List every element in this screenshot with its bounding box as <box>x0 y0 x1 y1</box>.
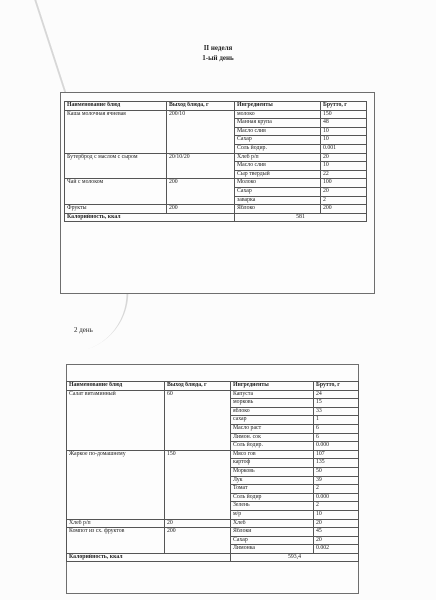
ingredient-gross: 24 <box>314 390 359 399</box>
table-row <box>67 390 359 399</box>
ingredient-gross: 100 <box>321 179 367 188</box>
ingredient-gross: 1 <box>314 416 359 425</box>
ingredient-name: Манная крупа <box>235 119 321 128</box>
dish-output: 200/10 <box>167 110 235 153</box>
ingredient-gross: 150 <box>321 110 367 119</box>
ingredient-gross: 107 <box>314 450 359 459</box>
dish-output: 60 <box>165 390 231 450</box>
ingredient-gross: 2 <box>321 196 367 205</box>
ingredient-gross: 2 <box>314 485 359 494</box>
dish-name: Салат витаминный <box>67 390 165 450</box>
ingredient-name: Масло раст <box>231 424 314 433</box>
ingredient-name: Капуста <box>231 390 314 399</box>
ingredient-gross: 39 <box>314 476 359 485</box>
calories-row <box>67 553 359 562</box>
ingredient-gross: 0.000 <box>314 442 359 451</box>
calories-row <box>65 213 367 222</box>
day2-label: 2 день <box>74 326 93 334</box>
ingredient-name: Лимон. сок <box>231 433 314 442</box>
dish-output: 20/10/20 <box>167 153 235 179</box>
ingredient-name: Хлеб <box>231 519 314 528</box>
ingredient-name: Масло слив <box>235 162 321 171</box>
header-row <box>65 102 367 111</box>
gross-header: Брутто, г <box>314 382 359 391</box>
ingredient-name: Мясо гов <box>231 450 314 459</box>
dish-name: Чай с молоком <box>65 179 167 205</box>
calories-value: 593,4 <box>231 553 359 562</box>
ingredient-gross: 20 <box>314 536 359 545</box>
table-row <box>65 179 367 188</box>
ingredient-name: Масло слив <box>235 127 321 136</box>
ingredient-name: м/р <box>231 510 314 519</box>
dish-output: 150 <box>165 450 231 519</box>
ingredient-gross: 10 <box>321 162 367 171</box>
ingredient-gross: 10 <box>321 127 367 136</box>
day-heading: 1-ый день <box>202 54 234 62</box>
ingredient-name: Зелень <box>231 502 314 511</box>
ingredient-gross: 10 <box>321 136 367 145</box>
ingredient-name: картоф <box>231 459 314 468</box>
ingredients-header: Ингредиенты <box>235 102 321 111</box>
table-row <box>65 110 367 119</box>
ingredient-gross: 48 <box>321 119 367 128</box>
dish-name: Бутерброд с маслом с сыром <box>65 153 167 179</box>
ingredient-gross: 45 <box>314 528 359 537</box>
ingredient-gross: 20 <box>314 519 359 528</box>
gross-header: Брутто, г <box>321 102 367 111</box>
ingredient-name: Сахар <box>235 136 321 145</box>
ingredient-name: морковь <box>231 399 314 408</box>
table-row <box>67 519 359 528</box>
table-row <box>67 528 359 537</box>
dish-name: Фрукты <box>65 205 167 214</box>
ingredient-gross: 0.001 <box>321 144 367 153</box>
ingredient-name: Сыр твердый <box>235 170 321 179</box>
dish-output: 200 <box>167 205 235 214</box>
ingredient-name: Морковь <box>231 467 314 476</box>
dish-name: Жаркое по-домашнему <box>67 450 165 519</box>
ingredient-gross: 6 <box>314 433 359 442</box>
ingredient-name: Молоко <box>235 179 321 188</box>
ingredient-name: Лимонка <box>231 545 314 554</box>
ingredient-name: яблоко <box>231 407 314 416</box>
ingredient-gross: 22 <box>321 170 367 179</box>
ingredients-header: Ингредиенты <box>231 382 314 391</box>
dish-output: 200 <box>165 528 231 554</box>
ingredient-name: Яблоки <box>231 528 314 537</box>
table-row <box>65 205 367 214</box>
ingredient-name: Соль йодир <box>231 493 314 502</box>
dish-name-header: Наименование блюд <box>65 102 167 111</box>
dish-name: Хлеб р/п <box>67 519 165 528</box>
ingredient-name: Сахар <box>231 536 314 545</box>
ingredient-name: Хлеб р/п <box>235 153 321 162</box>
calories-label: Калорийность, ккал <box>67 553 231 562</box>
ingredient-gross: 20 <box>321 187 367 196</box>
ingredient-gross: 135 <box>314 459 359 468</box>
calories-value: 581 <box>235 213 367 222</box>
output-header: Выход блюда, г <box>165 382 231 391</box>
ingredient-gross: 6 <box>314 424 359 433</box>
ingredient-gross: 0.000 <box>314 493 359 502</box>
ingredient-gross: 0.002 <box>314 545 359 554</box>
ingredient-gross: 10 <box>314 510 359 519</box>
dish-name: Компот из сх. фруктов <box>67 528 165 554</box>
ingredient-gross: 50 <box>314 467 359 476</box>
table-row <box>65 153 367 162</box>
ingredient-gross: 33 <box>314 407 359 416</box>
ingredient-gross: 200 <box>321 205 367 214</box>
dish-name: Каша молочная ячневая <box>65 110 167 153</box>
ingredient-gross: 15 <box>314 399 359 408</box>
dish-output: 200 <box>167 179 235 205</box>
day1-menu-table <box>64 101 367 222</box>
calories-label: Калорийность, ккал <box>65 213 235 222</box>
ingredient-name: Сахар <box>235 187 321 196</box>
dish-name-header: Наименование блюд <box>67 382 165 391</box>
ingredient-gross: 2 <box>314 502 359 511</box>
day2-menu-table <box>66 381 359 562</box>
dish-output: 20 <box>165 519 231 528</box>
ingredient-name: молоко <box>235 110 321 119</box>
ingredient-name: Соль йодир. <box>231 442 314 451</box>
ingredient-gross: 20 <box>321 153 367 162</box>
table-row <box>67 450 359 459</box>
week-heading: II неделя <box>203 44 233 52</box>
ingredient-name: Яблоко <box>235 205 321 214</box>
ingredient-name: заварка <box>235 196 321 205</box>
header-row <box>67 382 359 391</box>
ingredient-name: сахар <box>231 416 314 425</box>
ingredient-name: Томат <box>231 485 314 494</box>
ingredient-name: Лук <box>231 476 314 485</box>
output-header: Выход блюда, г <box>167 102 235 111</box>
ingredient-name: Соль йодир. <box>235 144 321 153</box>
